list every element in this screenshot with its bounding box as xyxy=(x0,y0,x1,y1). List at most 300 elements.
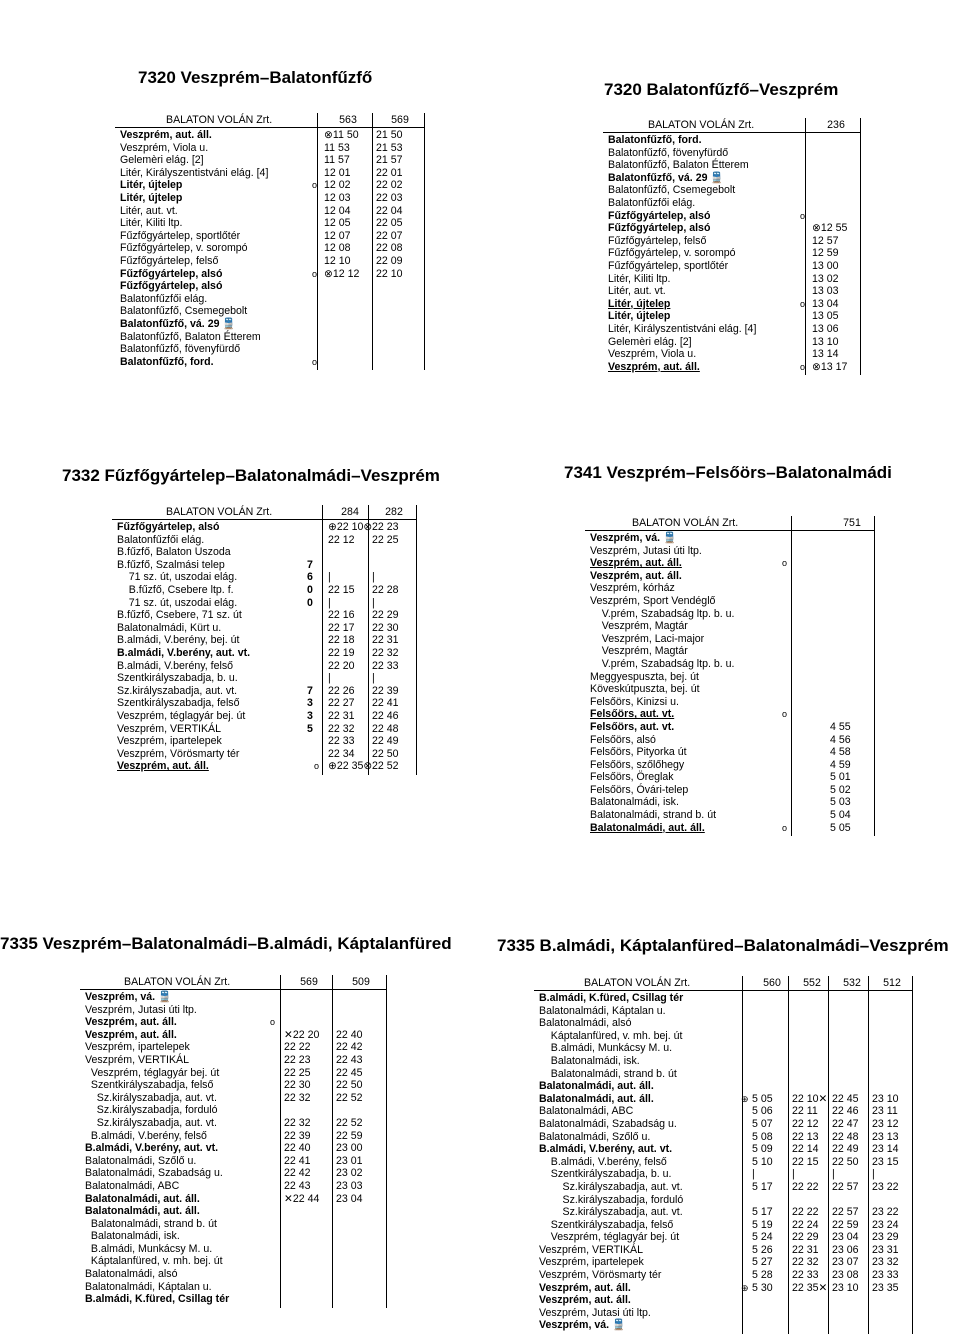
departure-time: 23 10 xyxy=(872,1092,899,1105)
departure-time: 22 49 xyxy=(372,735,399,748)
trip-column xyxy=(792,992,832,1332)
connection-markers xyxy=(741,992,749,1332)
connection-marker xyxy=(741,1030,749,1043)
connection-marker xyxy=(782,608,787,621)
departure-time: 22 24 xyxy=(792,1218,819,1231)
departure-time xyxy=(752,1030,792,1043)
departure-time: ✕22 44 xyxy=(284,1192,320,1205)
departure-time: | xyxy=(752,1168,755,1181)
stop-name: Káptalanfüred, v. mh. bej. út xyxy=(539,1029,683,1042)
stop-name: Balatonalmádi, Káptalan u. xyxy=(539,1004,666,1017)
connection-marker xyxy=(782,759,787,772)
departure-time: 22 23 xyxy=(372,521,399,533)
connection-marker xyxy=(782,633,787,646)
stop-name: Veszprém, aut. áll. xyxy=(539,1281,631,1294)
departure-time: 22 19 xyxy=(328,646,355,659)
departure-time: 22 29 xyxy=(372,609,399,622)
connection-marker xyxy=(741,1005,749,1018)
connection-marker xyxy=(741,1080,749,1093)
connection-marker: o xyxy=(312,356,318,367)
stop-name: Balatonfűzfő, fövenyfürdő xyxy=(608,146,729,159)
departure-time: 23 22 xyxy=(872,1180,899,1193)
departure-time: 23 22 xyxy=(872,1206,899,1219)
departure-time: 22 14 xyxy=(792,1143,819,1156)
stop-name: B.almádi, V.berény, aut. vt. xyxy=(117,646,251,659)
stop-name: Sz.királyszabadja, aut. vt. xyxy=(85,1116,217,1129)
connection-marker: o xyxy=(312,268,318,279)
departure-time xyxy=(872,1294,912,1307)
departure-time xyxy=(812,159,860,172)
table-right-border xyxy=(860,118,861,375)
stop-name: Veszprém, aut. áll. xyxy=(85,1028,177,1041)
departure-time xyxy=(830,658,874,671)
departure-time: 22 42 xyxy=(284,1167,311,1180)
departure-time xyxy=(830,645,874,658)
departure-time: 5 09 xyxy=(752,1143,773,1156)
departure-time: | xyxy=(372,571,375,584)
connection-marker xyxy=(782,532,787,545)
departure-time: 23 12 xyxy=(872,1117,899,1130)
stop-name: Felsőörs, aut. vt. xyxy=(590,708,675,721)
stop-name: V.prém, Szabadság ltp. b. u. xyxy=(590,607,735,620)
stop-name: Balatonfűzfő, Csemegebolt xyxy=(120,305,248,318)
departure-time: 22 41 xyxy=(284,1154,311,1167)
distance-note: 7 xyxy=(307,684,313,697)
departure-time: 22 31 xyxy=(792,1243,819,1256)
stop-name: B.almádi, V.berény, felső xyxy=(539,1155,667,1168)
stop-name: Meggyespuszta, bej. út xyxy=(590,670,699,683)
operator-name: BALATON VOLÁN Zrt. xyxy=(632,517,739,529)
connection-marker xyxy=(800,247,805,260)
stop-name: Veszprém, aut. áll. xyxy=(539,1294,631,1307)
trip-number: 512 xyxy=(883,977,901,989)
departure-time xyxy=(832,1194,872,1207)
connection-marker xyxy=(741,1269,749,1282)
departure-time: 22 30 xyxy=(372,621,399,634)
departure-time: 5 07 xyxy=(752,1117,773,1130)
stop-name: Veszprém, Jutasi úti ltp. xyxy=(85,1003,197,1016)
stop-name: Veszprém, Magtár xyxy=(590,645,688,658)
departure-time: 22 16 xyxy=(328,609,355,622)
table-right-border xyxy=(874,516,875,836)
title-7335-b: 7335 B.almádi, Káptalanfüred–Balatonalmádi–Veszprém xyxy=(497,936,949,955)
connection-marker xyxy=(800,134,805,147)
departure-time: 22 15 xyxy=(328,583,355,596)
column-separator xyxy=(791,516,792,836)
departure-time: 12 01 xyxy=(324,166,351,179)
departure-time: 22 48 xyxy=(832,1130,859,1143)
departure-time: 12 04 xyxy=(324,204,351,217)
departure-time: 23 31 xyxy=(872,1243,899,1256)
connection-marker xyxy=(800,159,805,172)
connection-marker xyxy=(782,658,787,671)
departure-time xyxy=(830,671,874,684)
stop-name: Sz.királyszabadja, aut. vt. xyxy=(539,1180,683,1193)
stop-name: Balatonfűzfő, vá. 29 🚆 xyxy=(608,171,724,184)
stop-name: Fűzfőgyártelep, felső xyxy=(120,254,219,267)
stop-name: Balatonfűzfő, ford. xyxy=(608,134,702,146)
title-7332: 7332 Fűzfőgyártelep–Balatonalmádi–Veszprém xyxy=(62,466,440,485)
connection-marker: o xyxy=(314,761,320,772)
stop-name: Balatonalmádi, aut. áll. xyxy=(590,821,705,834)
departure-time xyxy=(872,1042,912,1055)
distance-note: 3 xyxy=(307,709,313,722)
stop-name: B.almádi, V.berény, aut. vt. xyxy=(85,1142,219,1155)
departure-time: 22 42 xyxy=(336,1041,363,1054)
stop-name: Fűzfőgyártelep, v. sorompó xyxy=(608,247,736,260)
departure-time: 22 57 xyxy=(832,1180,859,1193)
departure-time: 22 32 xyxy=(328,722,355,735)
connection-marker xyxy=(800,348,805,361)
departure-time: ⊗12 12 xyxy=(324,267,360,280)
stop-name: Veszprém, téglagyár bej. út xyxy=(117,709,246,722)
departure-time: 22 40 xyxy=(284,1142,311,1155)
stop-name: Balatonalmádi, strand b. út xyxy=(539,1067,677,1080)
connection-marker xyxy=(782,721,787,734)
departure-time xyxy=(752,1068,792,1081)
departure-time xyxy=(832,1307,872,1320)
stop-name: V.prém, Szabadság ltp. b. u. xyxy=(590,657,735,670)
stop-name: Veszprém, ipartelepek xyxy=(539,1256,644,1269)
departure-time: 22 48 xyxy=(372,722,399,735)
departure-time xyxy=(832,1080,872,1093)
connection-marker xyxy=(782,683,787,696)
stop-list xyxy=(539,992,683,1332)
departure-time: 5 01 xyxy=(830,771,851,784)
departure-time xyxy=(872,1307,912,1320)
departure-time: 23 04 xyxy=(832,1231,859,1244)
departure-time: 22 52 xyxy=(372,760,399,773)
departure-time xyxy=(832,1017,872,1030)
connection-marker xyxy=(782,671,787,684)
departure-time: 5 03 xyxy=(830,796,851,809)
connection-marker xyxy=(741,1319,749,1332)
timetable-7341 xyxy=(0,516,876,836)
distance-note: 7 xyxy=(307,558,313,571)
trip-column xyxy=(830,532,874,834)
departure-time: 23 35 xyxy=(872,1281,899,1294)
departure-time: 23 32 xyxy=(872,1256,899,1269)
stop-name: Veszprém, Jutasi úti ltp. xyxy=(539,1306,651,1319)
stop-name: B.almádi, Munkácsy M. u. xyxy=(539,1042,673,1055)
stop-name: B.fűzfő, Szalmási telep xyxy=(117,558,225,571)
connection-markers xyxy=(800,134,805,373)
departure-time: 22 33 xyxy=(328,735,355,748)
stop-name: Veszprém, téglagyár bej. út xyxy=(85,1066,220,1079)
departure-time: 22 59 xyxy=(336,1129,363,1142)
departure-time: 23 07 xyxy=(832,1256,859,1269)
departure-time: | xyxy=(372,596,375,609)
departure-time: 5 27 xyxy=(752,1256,773,1269)
departure-time xyxy=(872,1194,912,1207)
departure-time: 22 17 xyxy=(328,621,355,634)
departure-time: 22 46 xyxy=(372,709,399,722)
connection-marker: o xyxy=(800,210,806,221)
departure-time: 23 04 xyxy=(336,1192,363,1205)
stop-name: Fűzfőgyártelep, alsó xyxy=(608,222,711,235)
departure-time xyxy=(830,532,874,545)
departure-time: 22 39 xyxy=(372,684,399,697)
connection-marker xyxy=(741,1294,749,1307)
operator-name: BALATON VOLÁN Zrt. xyxy=(166,114,273,126)
departure-time xyxy=(832,1042,872,1055)
departure-time: ✕22 20 xyxy=(284,1028,320,1041)
departure-time: 13 14 xyxy=(812,348,839,361)
departure-time: 4 55 xyxy=(830,720,851,733)
stop-name: Felsőörs, aut. vt. xyxy=(590,720,675,733)
operator-name: BALATON VOLÁN Zrt. xyxy=(584,977,691,989)
departure-time: 23 13 xyxy=(872,1130,899,1143)
departure-time xyxy=(812,184,860,197)
stop-name: Veszprém, aut. áll. xyxy=(120,129,212,141)
departure-time xyxy=(752,1319,792,1332)
departure-time: 22 22 xyxy=(792,1206,819,1219)
stop-name: Szentkirályszabadja, felső xyxy=(85,1079,214,1092)
connection-marker xyxy=(741,1244,749,1257)
stop-name: Litér, újtelep xyxy=(608,297,671,310)
departure-time: | xyxy=(328,596,331,609)
stop-list xyxy=(590,532,734,834)
departure-time: 22 45 xyxy=(832,1092,859,1105)
table-right-border xyxy=(912,976,913,1334)
distance-note: 0 xyxy=(307,596,313,609)
departure-time: 22 32 xyxy=(284,1091,311,1104)
stop-name: Balatonalmádi, aut. áll. xyxy=(85,1205,200,1218)
stop-name: B.fűzfő, Balaton Uszoda xyxy=(117,546,231,559)
stop-name: Gelemèri elág. [2] xyxy=(120,154,204,167)
departure-time: 22 50 xyxy=(372,747,399,760)
stop-name: Balatonalmádi, Kürt u. xyxy=(117,621,222,634)
stop-name: Fűzfőgyártelep, sportlőtér xyxy=(120,229,241,242)
stop-name: Felsőörs, szőlőhegy xyxy=(590,758,685,771)
stop-name: Balatonalmádi, alsó xyxy=(85,1268,178,1281)
connection-marker xyxy=(800,222,805,235)
departure-time: 23 08 xyxy=(832,1269,859,1282)
departure-time: 22 11 xyxy=(792,1105,818,1118)
connection-marker xyxy=(741,1118,749,1131)
departure-time: 22 23 xyxy=(284,1053,311,1066)
stop-name: Veszprém, Jutasi úti ltp. xyxy=(590,544,702,557)
connection-marker: o xyxy=(782,558,788,569)
departure-time: 12 59 xyxy=(812,247,839,260)
departure-time xyxy=(832,1055,872,1068)
departure-time: 22 25 xyxy=(284,1066,311,1079)
connection-marker xyxy=(741,1131,749,1144)
stop-name: Litér, Kiliti ltp. xyxy=(608,272,671,285)
departure-time xyxy=(792,1005,832,1018)
departure-time xyxy=(792,1042,832,1055)
stop-name: Veszprém, VERTIKÁL xyxy=(539,1243,644,1256)
departure-time xyxy=(832,992,872,1005)
stop-name: Balatonfűzfői elág. xyxy=(117,533,205,546)
stop-name: B.fűzfő, Csebere ltp. f. xyxy=(117,583,234,596)
departure-time: 5 08 xyxy=(752,1130,773,1143)
departure-time: 12 07 xyxy=(324,229,351,242)
stop-name: Balatonalmádi, aut. áll. xyxy=(539,1092,654,1105)
departure-time: 23 14 xyxy=(872,1143,899,1156)
departure-time: 22 50 xyxy=(832,1155,859,1168)
departure-time xyxy=(812,197,860,210)
stop-name: B.almádi, V.berény, aut. vt. xyxy=(539,1143,673,1156)
connection-marker xyxy=(800,310,805,323)
departure-time: 22 43 xyxy=(284,1179,311,1192)
trip-column xyxy=(812,134,860,373)
departure-time: 4 58 xyxy=(830,746,851,759)
departure-time xyxy=(830,708,874,721)
departure-time: 22 22 xyxy=(284,1041,311,1054)
stop-name: Balatonalmádi, alsó xyxy=(539,1017,632,1030)
departure-time: 22 13 xyxy=(792,1130,819,1143)
departure-time: 22 10✕ xyxy=(792,1092,828,1105)
departure-time xyxy=(872,1319,912,1332)
departure-time: 21 53 xyxy=(376,141,403,154)
departure-time: ⊗13 17 xyxy=(812,360,848,373)
departure-time: 22 32 xyxy=(284,1116,311,1129)
stop-name: Balatonalmádi, isk. xyxy=(539,1054,640,1067)
connection-marker xyxy=(741,1256,749,1269)
departure-time: 23 00 xyxy=(336,1142,363,1155)
departure-time: 5 24 xyxy=(752,1231,773,1244)
departure-time: ⊕22 10⊗ xyxy=(328,521,373,533)
departure-time: 23 01 xyxy=(336,1154,363,1167)
stop-name: Litér, Királyszentistváni elág. [4] xyxy=(120,166,269,179)
distance-note: 5 xyxy=(307,722,313,735)
departure-time xyxy=(792,992,832,1005)
departure-time: 22 02 xyxy=(376,179,403,192)
stop-name: Litér, aut. vt. xyxy=(120,204,178,217)
stop-name: Veszprém, aut. áll. xyxy=(608,360,700,373)
trip-number: 236 xyxy=(827,119,845,131)
departure-time xyxy=(812,172,860,185)
connection-marker xyxy=(800,336,805,349)
departure-time: 22 40 xyxy=(336,1028,363,1041)
stop-name: Felsőörs, Pityorka út xyxy=(590,746,687,759)
departure-time: 21 50 xyxy=(376,129,403,141)
departure-time xyxy=(832,1068,872,1081)
stop-name: Balatonfűzfői elág. xyxy=(608,196,696,209)
departure-time xyxy=(752,1294,792,1307)
trip-column xyxy=(832,992,872,1332)
connection-marker: o xyxy=(782,709,788,720)
departure-time xyxy=(792,1068,832,1081)
connection-marker xyxy=(782,796,787,809)
title-7335-a: 7335 Veszprém–Balatonalmádi–B.almádi, Káptalanfüred xyxy=(0,934,452,953)
departure-time xyxy=(832,1030,872,1043)
departure-time xyxy=(812,147,860,160)
stop-name: Veszprém, Sport Vendéglő xyxy=(590,594,716,607)
stop-name: B.almádi, V.berény, bej. út xyxy=(117,634,240,647)
departure-time: 23 10 xyxy=(832,1281,859,1294)
stop-name: Veszprém, aut. áll. xyxy=(590,569,682,582)
stop-name: Litér, Kiliti ltp. xyxy=(120,217,183,230)
departure-time xyxy=(792,1017,832,1030)
stop-name: Felsőörs, alsó xyxy=(590,733,656,746)
departure-time: 4 59 xyxy=(830,758,851,771)
departure-time: ⊕22 35⊗ xyxy=(328,760,373,773)
stop-name: Káptalanfüred, v. mh. bej. út xyxy=(85,1255,223,1268)
trip-number: 563 xyxy=(339,114,357,126)
connection-marker xyxy=(741,1042,749,1055)
departure-time xyxy=(830,557,874,570)
stop-name: Szentkirályszabadja, felső xyxy=(539,1218,674,1231)
departure-time xyxy=(752,1017,792,1030)
departure-time: 12 03 xyxy=(324,191,351,204)
departure-time xyxy=(752,992,792,1005)
stop-name: Balatonalmádi, aut. áll. xyxy=(85,1192,200,1205)
departure-time: | xyxy=(372,672,375,685)
departure-time: 22 09 xyxy=(376,254,403,267)
stop-name: Veszprém, vá. 🚆 xyxy=(85,991,172,1003)
stop-name: Balatonalmádi, strand b. út xyxy=(85,1217,217,1230)
departure-time: 22 46 xyxy=(832,1105,859,1118)
trip-column xyxy=(872,992,912,1332)
stop-name: Szentkirályszabadja, b. u. xyxy=(117,672,238,685)
departure-time: 22 57 xyxy=(832,1206,859,1219)
departure-time: 22 52 xyxy=(336,1091,363,1104)
departure-time: 5 28 xyxy=(752,1269,773,1282)
departure-time: 5 17 xyxy=(752,1206,773,1219)
departure-time: 22 39 xyxy=(284,1129,311,1142)
stop-list xyxy=(608,134,756,373)
connection-marker xyxy=(782,582,787,595)
connection-marker xyxy=(741,1143,749,1156)
departure-time xyxy=(832,1294,872,1307)
stop-name: Köveskútpuszta, bej. út xyxy=(590,683,700,696)
operator-name: BALATON VOLÁN Zrt. xyxy=(124,976,231,988)
stop-name: Balatonfűzfő, ford. xyxy=(120,355,214,368)
departure-time: ⊗12 55 xyxy=(812,222,848,235)
departure-time: 22 28 xyxy=(372,583,399,596)
stop-name: B.almádi, V.berény, felső xyxy=(117,659,234,672)
departure-time: 22 33 xyxy=(792,1269,819,1282)
connection-marker xyxy=(800,273,805,286)
departure-time: 13 05 xyxy=(812,310,839,323)
departure-time xyxy=(792,1055,832,1068)
departure-time: 22 31 xyxy=(328,709,355,722)
departure-time: 22 41 xyxy=(372,697,399,710)
departure-time: 22 07 xyxy=(376,229,403,242)
connection-marker xyxy=(800,323,805,336)
stop-name: 71 sz. út, uszodai elág. xyxy=(117,571,238,584)
stop-name: Veszprém, VERTIKÁL xyxy=(85,1053,190,1066)
departure-time xyxy=(812,134,860,147)
departure-time xyxy=(830,620,874,633)
stop-name: Felsőörs, Óvári-telep xyxy=(590,783,689,796)
departure-time: 22 32 xyxy=(372,646,399,659)
departure-time: 23 11 xyxy=(872,1105,898,1118)
trip-number: 532 xyxy=(843,977,861,989)
departure-time: ⊗11 50 xyxy=(324,129,359,141)
stop-name: Fűzfőgyártelep, alsó xyxy=(120,280,223,293)
departure-time: 12 10 xyxy=(324,254,351,267)
departure-time: 23 06 xyxy=(832,1243,859,1256)
connection-marker xyxy=(782,771,787,784)
stop-name: Szentkirályszabadja, felső xyxy=(117,697,240,710)
departure-time: 22 35✕ xyxy=(792,1281,828,1294)
departure-time: 22 20 xyxy=(328,659,355,672)
departure-time: 22 52 xyxy=(336,1116,363,1129)
departure-time xyxy=(752,1055,792,1068)
departure-time: 4 56 xyxy=(830,733,851,746)
connection-marker xyxy=(782,570,787,583)
trip-number: 284 xyxy=(341,506,359,518)
stop-name: Fűzfőgyártelep, felső xyxy=(608,234,707,247)
connection-marker xyxy=(741,1307,749,1320)
departure-time: 22 08 xyxy=(376,242,403,255)
departure-time: 22 49 xyxy=(832,1143,859,1156)
connection-marker xyxy=(782,809,787,822)
stop-name: Balatonfűzfő, Balaton Étterem xyxy=(608,159,749,172)
